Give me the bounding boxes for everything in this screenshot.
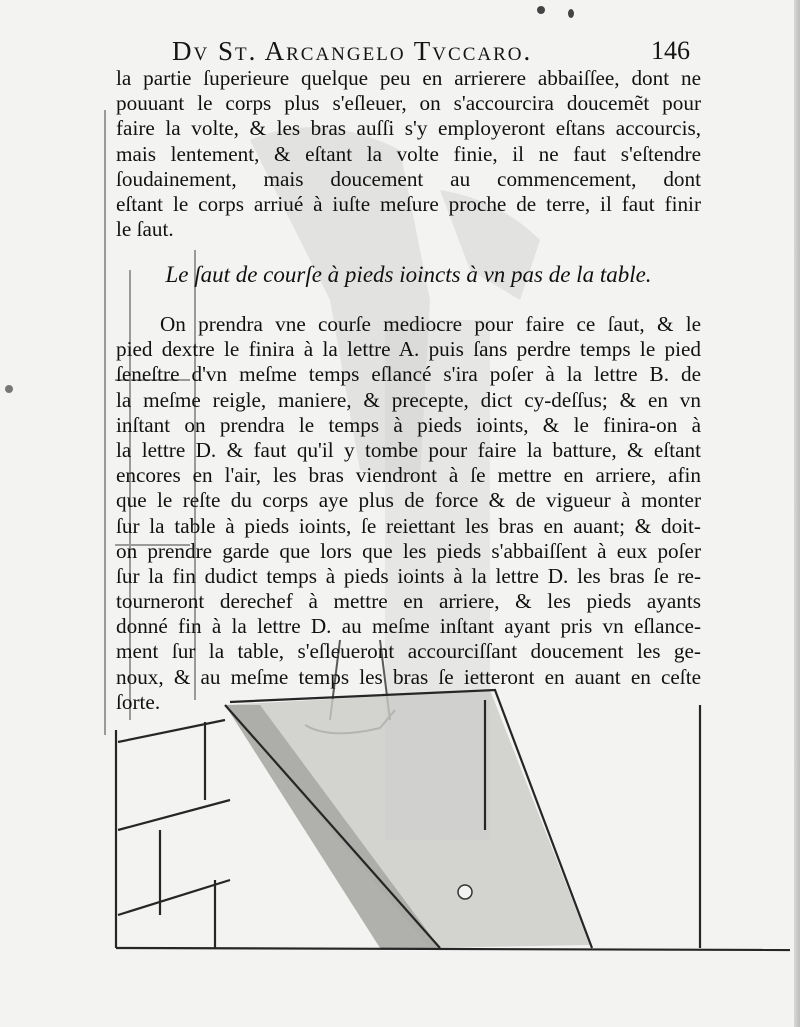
text-line: on prendre garde que lors que les pieds s'abbaiſſent à eux poſer — [116, 538, 701, 563]
text-line: tourneront derechef à mettre en arriere, & les pieds ayants — [116, 589, 701, 614]
text-line: pied dextre le finira à la lettre A. puis ſans perdre temps le pied — [116, 337, 701, 362]
text-line: la partie ſuperieure quelque peu en arrierere abbaiſſee, dont ne — [116, 66, 701, 90]
ink-spot — [537, 6, 545, 14]
text-line: mais lentement, & eſtant la volte finie, il ne faut s'eſtendre — [116, 141, 701, 166]
page-edge — [794, 0, 800, 1027]
text-line: ſorte. — [116, 689, 161, 714]
text-line: pouuant le corps plus s'eſleuer, on s'accourcira doucemẽt pour — [116, 91, 701, 116]
text-line: donné fin à la lettre D. au meſme inſtant ayant pris vn eſlance- — [116, 614, 701, 639]
running-head: Dv St. Arcangelo Tvccaro. — [172, 36, 533, 66]
text-line: ſur la table à pieds ioints, ſe reiettant les bras en auant; & doit- — [116, 513, 701, 538]
text-line: encores en l'air, les bras viendront à ſe mettre en arriere, afin — [116, 463, 701, 488]
page-number: 146 — [651, 36, 690, 65]
text-line: On prendra vne courſe mediocre pour faire ce ſaut, & le — [160, 312, 701, 336]
text-line: ſur la fin dudict temps à pieds ioints à la lettre D. les bras ſe re- — [116, 563, 701, 588]
text-line: eſtant le corps arriué à iuſte meſure proche de terre, il faut finir — [116, 191, 701, 216]
text-line: noux, & au meſme temps les bras ſe ietteront en auant en ceſte — [116, 664, 701, 689]
text-line: ſeneſtre d'vn meſme temps eſlancé s'ira poſer à la lettre B. de — [116, 362, 701, 387]
text-line: le ſaut. — [116, 217, 174, 242]
text-line: ſoudainement, mais doucement au commencement, dont — [116, 166, 701, 191]
text-line: que le reſte du corps aye plus de force & de vigueur à monter — [116, 488, 701, 513]
text-line: la lettre D. & faut qu'il y tombe pour faire la batture, & eſtant — [116, 437, 701, 462]
text-line: faire la volte, & les bras auſſi s'y employeront eſtans accourcis, — [116, 116, 701, 141]
text-line: ment ſur la table, s'eſleueront accourciſſant doucement les ge- — [116, 639, 701, 664]
binding-hole — [5, 385, 13, 393]
ink-spot — [568, 9, 574, 18]
paragraph-main — [116, 312, 701, 715]
section-heading: Le ſaut de courſe à pieds ioincts à vn pas de la table. — [165, 262, 652, 287]
text-line: la meſme reigle, maniere, & precepte, dict cy-deſſus; & en vn — [116, 387, 701, 412]
text-line: inſtant on prendra le temps à pieds ioints, & le finira-on à — [116, 412, 701, 437]
paragraph-continued — [116, 66, 701, 242]
